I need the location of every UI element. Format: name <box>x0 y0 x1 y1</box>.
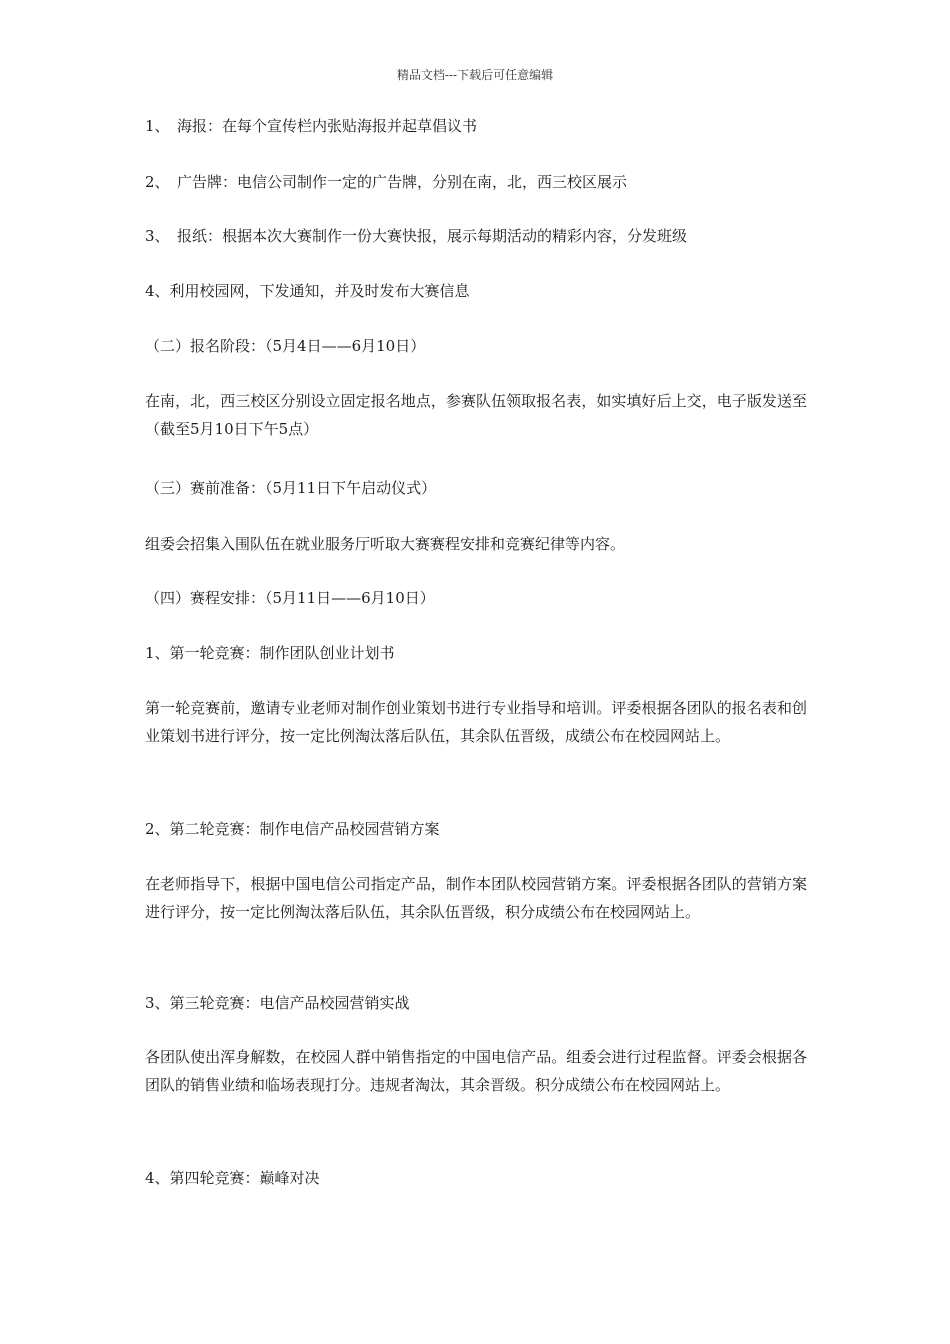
section-heading-preparation: （三）赛前准备：（5月11日下午启动仪式） <box>145 479 437 497</box>
round-4-heading: 4、第四轮竞赛：巅峰对决 <box>145 1169 320 1187</box>
round-3-paragraph: 各团队使出浑身解数，在校园人群中销售指定的中国电信产品。组委会进行过程监督。评委会根据各团队的销售业绩和临场表现打分。违规者淘汰，其余晋级。积分成绩公布在校园网站上。 <box>145 1048 807 1094</box>
list-item-campus-network: 4、利用校园网，下发通知，并及时发布大赛信息 <box>145 282 470 300</box>
list-item-poster: 1、 海报：在每个宣传栏内张贴海报并起草倡议书 <box>145 117 478 135</box>
round-2-heading: 2、第二轮竞赛：制作电信产品校园营销方案 <box>145 820 440 838</box>
section-heading-registration: （二）报名阶段：（5月4日——6月10日） <box>145 337 426 355</box>
paragraph-preparation: 组委会招集入围队伍在就业服务厅听取大赛赛程安排和竞赛纪律等内容。 <box>145 535 626 553</box>
list-item-newspaper: 3、 报纸：根据本次大赛制作一份大赛快报，展示每期活动的精彩内容，分发班级 <box>145 227 688 245</box>
round-1-paragraph: 第一轮竞赛前，邀请专业老师对制作创业策划书进行专业指导和培训。评委根据各团队的报名表和创业策划书进行评分，按一定比例淘汰落后队伍，其余队伍晋级，成绩公布在校园网站上。 <box>145 699 807 745</box>
page-header: 精品文档---下载后可任意编辑 <box>396 68 554 82</box>
list-item-billboard: 2、 广告牌：电信公司制作一定的广告牌，分别在南，北，西三校区展示 <box>145 173 628 191</box>
round-2-paragraph: 在老师指导下，根据中国电信公司指定产品，制作本团队校园营销方案。评委根据各团队的营销方案进行评分，按一定比例淘汰落后队伍，其余队伍晋级，积分成绩公布在校园网站上。 <box>145 875 807 921</box>
round-1-heading: 1、第一轮竞赛：制作团队创业计划书 <box>145 644 395 662</box>
round-3-heading: 3、第三轮竞赛：电信产品校园营销实战 <box>145 994 410 1012</box>
paragraph-registration: 在南，北，西三校区分别设立固定报名地点，参赛队伍领取报名表，如实填好后上交，电子版发送至（截至5月10日下午5点） <box>145 392 807 438</box>
section-heading-schedule: （四）赛程安排：（5月11日——6月10日） <box>145 589 435 607</box>
